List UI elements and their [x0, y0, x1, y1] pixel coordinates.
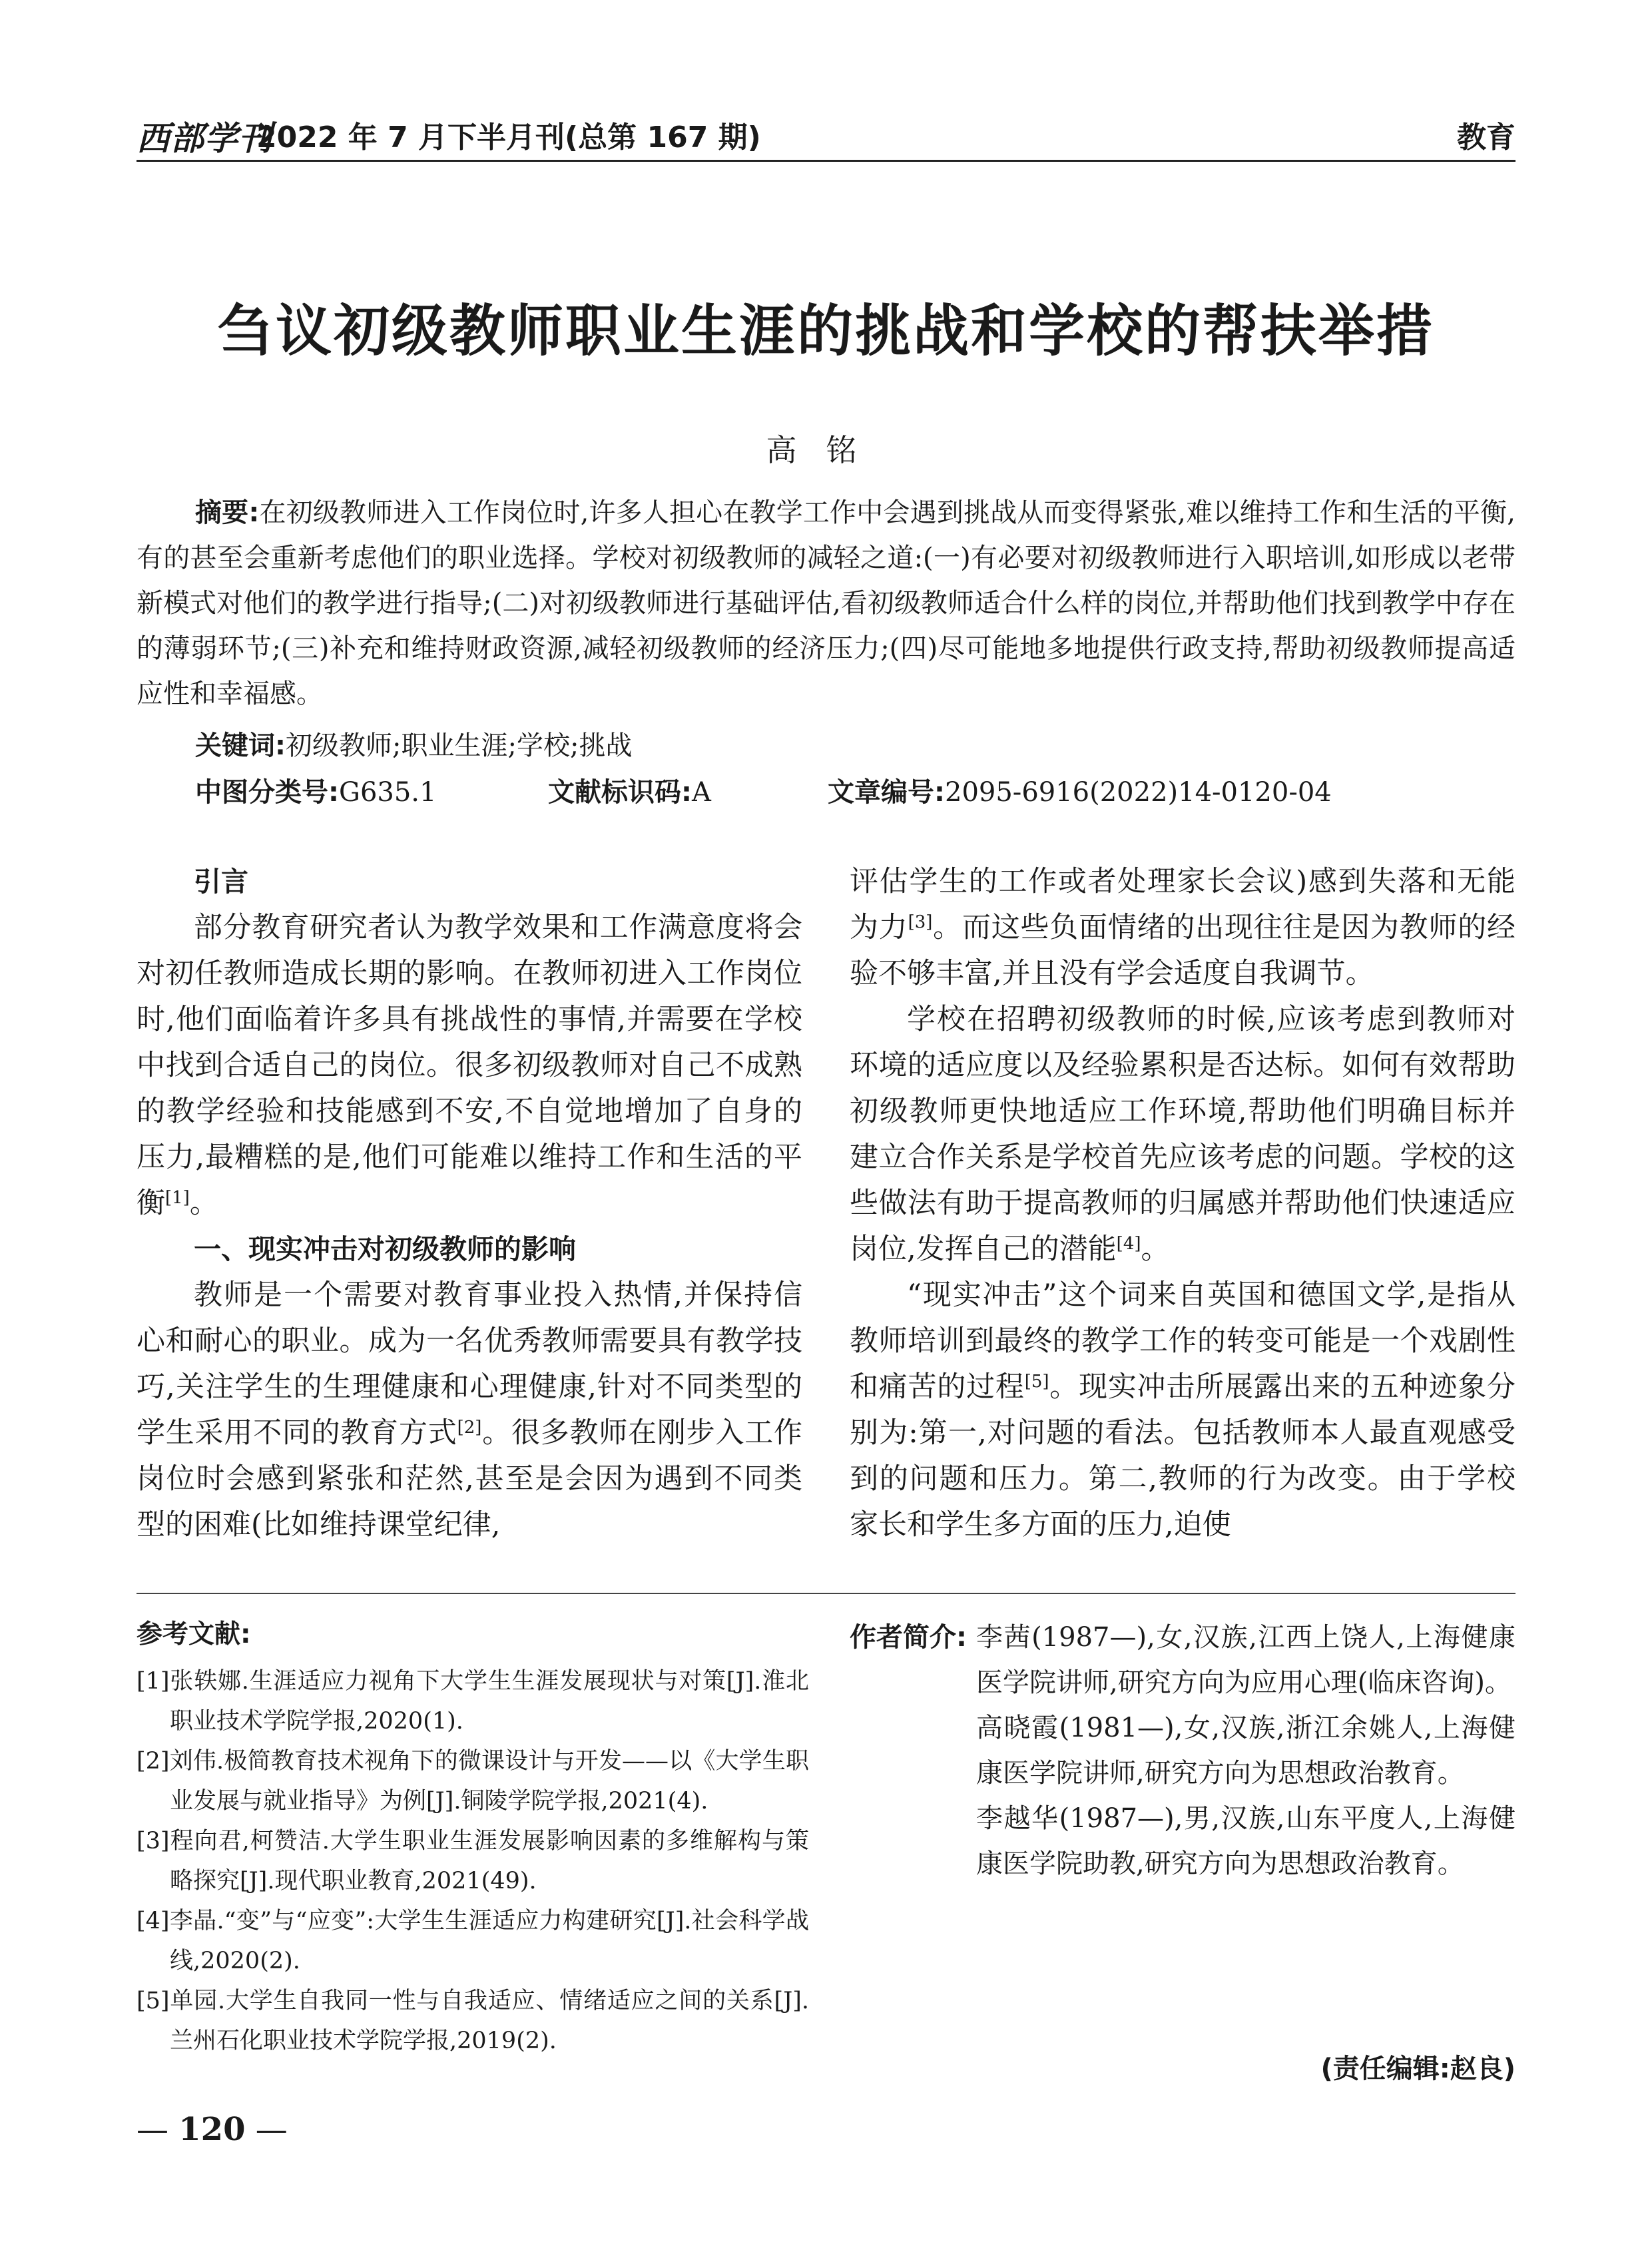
reference-item: [5]单园.大学生自我同一性与自我适应、情绪适应之间的关系[J].兰州石化职业技术学院学报,2019(2). [137, 1988, 809, 2054]
paragraph-text: 。 [1141, 1233, 1170, 1266]
document-code [548, 772, 711, 812]
keywords-text: 初级教师;职业生涯;学校;挑战 [286, 730, 633, 761]
paragraph-text: “现实冲击”这个词来自英国和德国文学,是指从教师培训到最终的教学工作的转变可能是一个戏剧性和痛苦的过程 [850, 1278, 1515, 1404]
paragraph-text: 评估学生的工作或者处理家长会议)感到失落和无能为力 [850, 865, 1515, 944]
classification-line [195, 772, 1460, 812]
intro-heading: 引言 [194, 866, 248, 898]
article-label: 文章编号: [828, 777, 945, 808]
paragraph-text: 教师是一个需要对教育事业投入热情,并保持信心和耐心的职业。成为一名优秀教师需要具有教学技巧,关注学生的生理健康和心理健康,针对不同类型的学生采用不同的教育方式 [137, 1278, 802, 1450]
author-bio-title: 作者简介: [850, 1622, 967, 1653]
abstract-label: 摘要: [195, 497, 260, 528]
journal-logo: 西部学刊 [137, 119, 272, 158]
references-title: 参考文献: [137, 1619, 251, 1649]
paragraph-text: 。而这些负面情绪的出现往往是因为教师的经验不够丰富,并且没有学会适度自我调节。 [850, 911, 1516, 990]
header-rule [137, 160, 1515, 162]
article-value: 2095-6916(2022)14-0120-04 [945, 777, 1332, 808]
article-number [828, 772, 1332, 812]
body-right-column [850, 859, 1515, 1548]
paragraph-text: 学校在招聘初级教师的时候,应该考虑到教师对环境的适应度以及经验累积是否达标。如何有效帮助初级教师更快地适应工作环境,帮助他们明确目标并建立合作关系是学校首先应该考虑的问题。学校的这些做法有助于提高教师的归属感并帮助他们快速适应岗位,发挥自己的潜能 [850, 1003, 1515, 1266]
paragraph [137, 905, 802, 1227]
keywords-label: 关键词: [195, 730, 286, 761]
author-bio-item: 李越华(1987—),男,汉族,山东平度人,上海健康医学院助教,研究方向为思想政治教育。 [976, 1803, 1515, 1879]
paragraph-text: 。很多教师在刚步入工作岗位时会感到紧张和茫然,甚至是会因为遇到不同类型的困难(比如维持课堂纪律, [137, 1416, 802, 1541]
paragraph-text: 部分教育研究者认为教学效果和工作满意度将会对初任教师造成长期的影响。在教师初进入工作岗位时,他们面临着许多具有挑战性的事情,并需要在学校中找到合适自己的岗位。很多初级教师对自己不成熟的教学经验和技能感到不安,不自觉地增加了自身的压力,最糟糕的是,他们可能难以维持工作和生活的平衡 [137, 911, 802, 1220]
page-number: — 120 — [137, 2111, 288, 2148]
paragraph [850, 859, 1515, 997]
author-bio-item: 高晓霞(1981—),女,汉族,浙江余姚人,上海健康医学院讲师,研究方向为思想政治教育。 [976, 1713, 1515, 1789]
citation: [2] [457, 1418, 482, 1438]
article-author: 高铭 [766, 432, 886, 468]
reference-item: [1]张轶娜.生涯适应力视角下大学生生涯发展现状与对策[J].淮北职业技术学院学报,2020(1). [137, 1668, 809, 1735]
doc-value: A [692, 777, 711, 808]
reference-item: [3]程向君,柯赞洁.大学生职业生涯发展影响因素的多维解构与策略探究[J].现代职业教育,2021(49). [137, 1828, 809, 1894]
author-bio-item: 李茜(1987—),女,汉族,江西上饶人,上海健康医学院讲师,研究方向为应用心理(临床咨询)。 [976, 1622, 1515, 1698]
section-heading: 一、现实冲击对初级教师的影响 [194, 1233, 576, 1265]
section-label: 教育 [1457, 121, 1515, 154]
clc-number [195, 772, 436, 812]
citation: [5] [1024, 1372, 1049, 1392]
paragraph-text: 。现实冲击所展露出来的五种迹象分别为:第一,对问题的看法。包括教师本人最直观感受到的问题和压力。第二,教师的行为改变。由于学校家长和学生多方面的压力,迫使 [850, 1370, 1516, 1541]
clc-value: G635.1 [339, 777, 437, 808]
issue-info: 2022 年 7 月下半月刊(总第 167 期) [256, 121, 761, 154]
abstract [137, 490, 1515, 716]
references [137, 1615, 809, 2061]
paragraph [850, 997, 1515, 1272]
citation: [1] [165, 1188, 190, 1208]
footnote-rule [137, 1593, 1515, 1594]
page-number-value: 120 [178, 2111, 246, 2148]
citation: [4] [1116, 1234, 1141, 1254]
running-header [137, 107, 1515, 160]
responsible-editor: (责任编辑:赵良) [1320, 2054, 1515, 2084]
paragraph [137, 1272, 802, 1548]
reference-item: [4]李晶.“变”与“应变”:大学生生涯适应力构建研究[J].社会科学战线,2020(2). [137, 1908, 809, 1974]
abstract-text: 在初级教师进入工作岗位时,许多人担心在教学工作中会遇到挑战从而变得紧张,难以维持工作和生活的平衡,有的甚至会重新考虑他们的职业选择。学校对初级教师的减轻之道:(一)有必要对初级教师进行入职培训,如形成以老带新模式对他们的教学进行指导;(二)对初级教师进行基础评估,看初级教师适合什么样的岗位,并帮助他们找到教学中存在的薄弱环节;(三)补充和维持财政资源,减轻初级教师的经济压力;(四)尽可能地多地提供行政支持,帮助初级教师提高适应性和幸福感。 [137, 497, 1515, 709]
keywords [195, 726, 632, 766]
paragraph-text: 。 [189, 1187, 218, 1220]
doc-label: 文献标识码: [548, 777, 692, 808]
article-title: 刍议初级教师职业生涯的挑战和学校的帮扶举措 [217, 298, 1434, 364]
clc-label: 中图分类号: [195, 777, 339, 808]
citation: [3] [908, 912, 933, 932]
reference-item: [2]刘伟.极简教育技术视角下的微课设计与开发——以《大学生职业发展与就业指导》为例[J].铜陵学院学报,2021(4). [137, 1748, 809, 1815]
paragraph [850, 1272, 1515, 1548]
author-bio [850, 1615, 1515, 1886]
body-left-column [137, 859, 802, 1548]
